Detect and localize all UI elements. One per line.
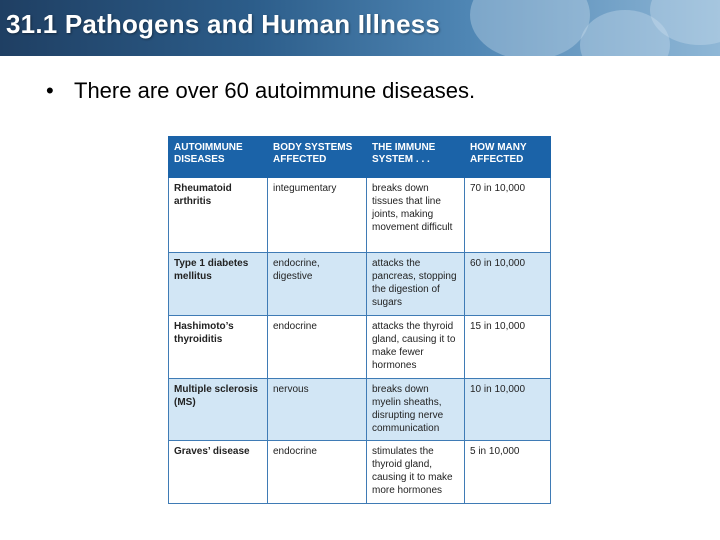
- bullet-item: [46, 78, 475, 104]
- column-header-immune-system: THE IMMUNE SYSTEM . . .: [367, 137, 465, 178]
- affected-count-cell: 5 in 10,000: [465, 441, 551, 504]
- body-systems-cell: nervous: [268, 379, 367, 441]
- body-systems-cell: endocrine: [268, 441, 367, 504]
- table-row: [169, 441, 551, 504]
- column-header-body-systems: BODY SYSTEMS AFFECTED: [268, 137, 367, 178]
- column-header-how-many: HOW MANY AFFECTED: [465, 137, 551, 178]
- disease-name-cell: Type 1 diabetes mellitus: [169, 253, 268, 316]
- table-header-row: [169, 137, 551, 178]
- slide-title: 31.1 Pathogens and Human Illness: [6, 9, 441, 39]
- bullet-symbol: •: [46, 78, 54, 103]
- affected-count-cell: 60 in 10,000: [465, 253, 551, 316]
- affected-count-cell: 70 in 10,000: [465, 178, 551, 253]
- bullet-text: There are over 60 autoimmune diseases.: [74, 78, 476, 103]
- affected-count-cell: 15 in 10,000: [465, 316, 551, 379]
- autoimmune-diseases-table: [168, 136, 551, 504]
- header-decoration: [470, 0, 590, 56]
- affected-count-cell: 10 in 10,000: [465, 379, 551, 441]
- immune-action-cell: attacks the pancreas, stopping the digestion of sugars: [367, 253, 465, 316]
- body-systems-cell: endocrine: [268, 316, 367, 379]
- slide-header-banner: [0, 0, 720, 56]
- table-row: [169, 379, 551, 441]
- disease-name-cell: Hashimoto’s thyroiditis: [169, 316, 268, 379]
- table-row: [169, 316, 551, 379]
- disease-name-cell: Graves’ disease: [169, 441, 268, 504]
- body-systems-cell: integumentary: [268, 178, 367, 253]
- table-row: [169, 253, 551, 316]
- table-row: [169, 178, 551, 253]
- immune-action-cell: stimulates the thyroid gland, causing it to make more hormones: [367, 441, 465, 504]
- immune-action-cell: breaks down tissues that line joints, making movement difficult: [367, 178, 465, 253]
- immune-action-cell: breaks down myelin sheaths, disrupting nerve communication: [367, 379, 465, 441]
- immune-action-cell: attacks the thyroid gland, causing it to make fewer hormones: [367, 316, 465, 379]
- disease-name-cell: Multiple sclerosis (MS): [169, 379, 268, 441]
- column-header-diseases: AUTOIMMUNE DISEASES: [169, 137, 268, 178]
- body-systems-cell: endocrine, digestive: [268, 253, 367, 316]
- disease-name-cell: Rheumatoid arthritis: [169, 178, 268, 253]
